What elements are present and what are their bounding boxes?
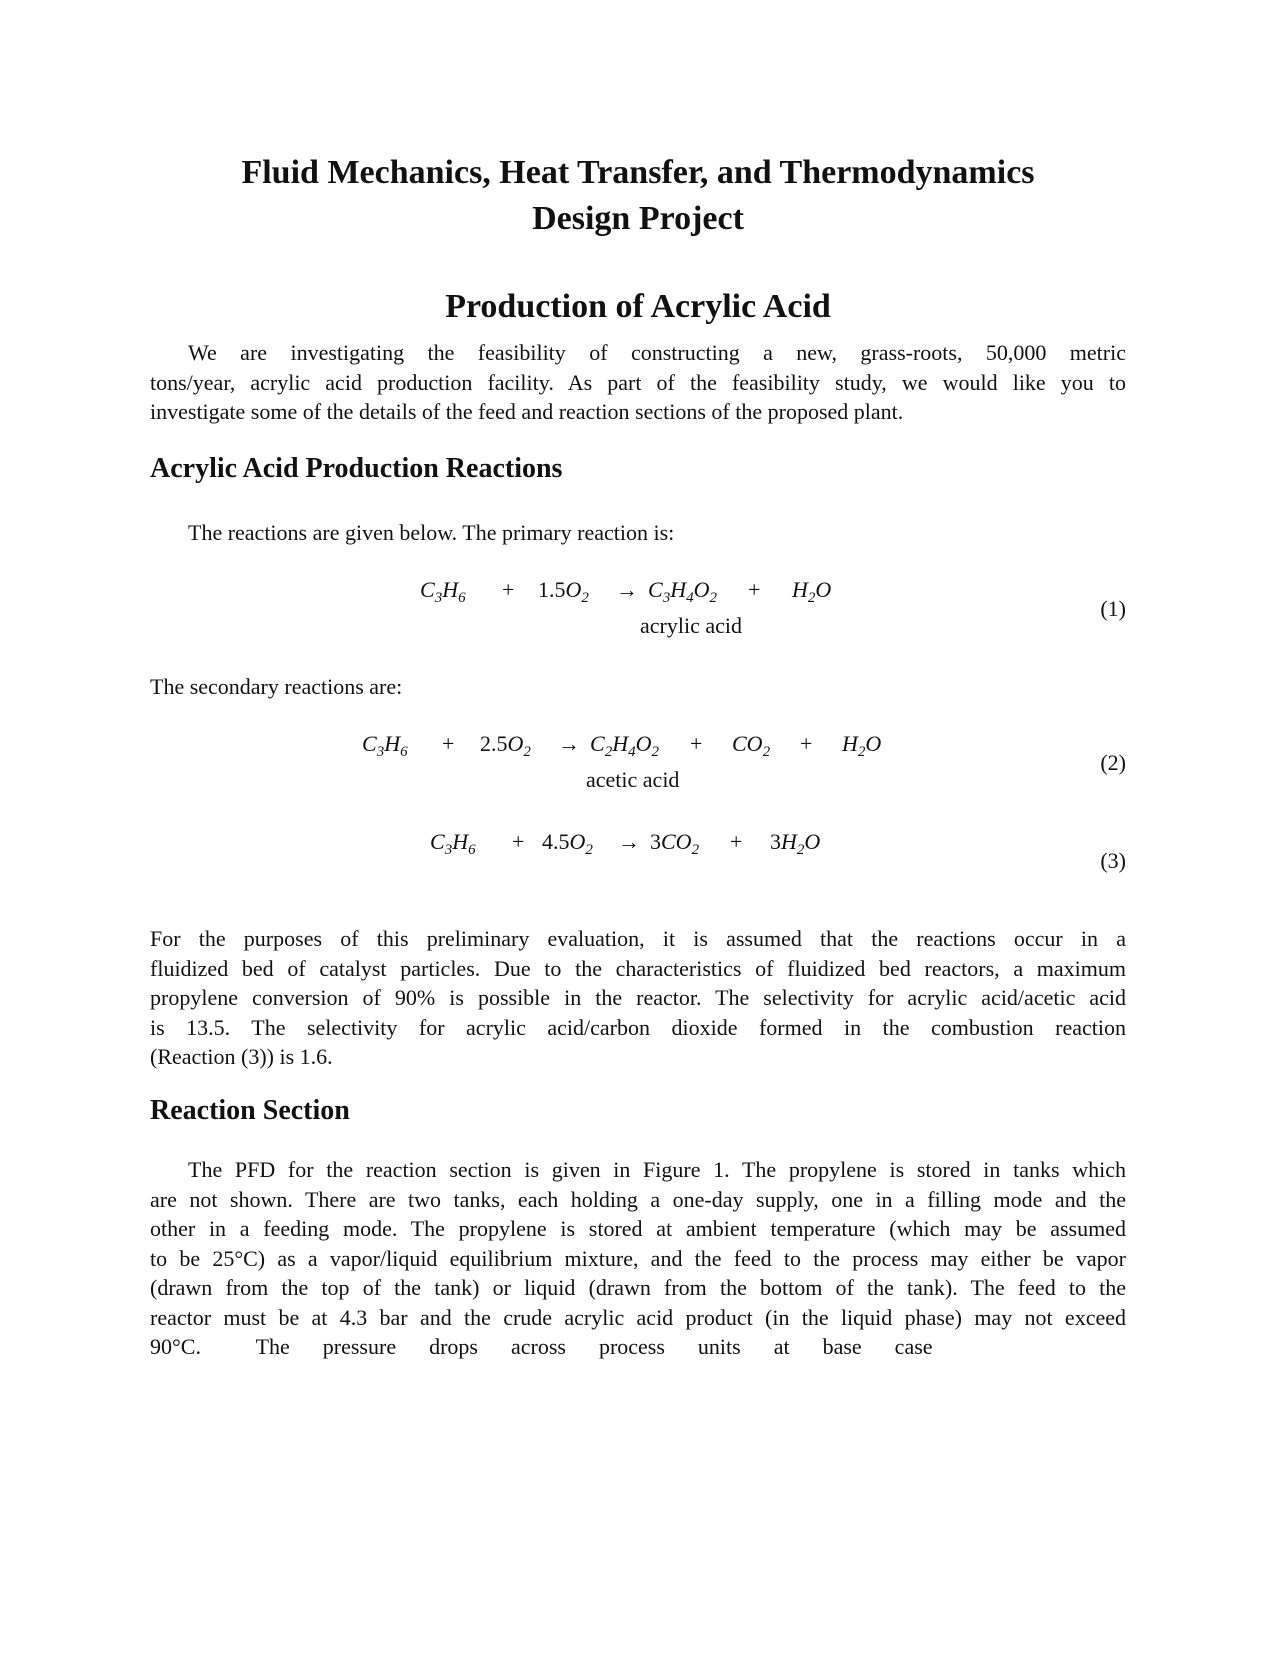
reaction-section-line-2: are not shown. There are two tanks, each holding a one-day supply, one in a filling mode and the (150, 1186, 1126, 1212)
r3-carbon-dioxide: $3CO_2$ (650, 829, 700, 858)
r1-number: (1) (1100, 596, 1126, 621)
reaction-1-equation (150, 575, 1126, 605)
intro-line-3: investigate some of the details of the feed and reaction sections of the proposed plant. (150, 399, 904, 424)
evaluation-line-4: is 13.5. The selectivity for acrylic acid/carbon dioxide formed in the combustion reaction (150, 1014, 1126, 1040)
r3-plus-1: + (512, 829, 525, 854)
reaction-section-line-5: (drawn from the top of the tank) or liquid (drawn from the bottom of the tank). The feed to the (150, 1275, 1126, 1300)
reaction-3-equation (150, 827, 1126, 857)
r2-plus-2: + (690, 731, 703, 756)
document-title-line-2: Design Project (532, 200, 744, 237)
secondary-reactions-lead: The secondary reactions are: (150, 674, 403, 699)
r1-arrow: → (616, 577, 638, 602)
r2-carbon-dioxide: $CO_2$ (732, 731, 771, 760)
reaction-section-line-4: to be 25°C) as a vapor/liquid equilibrium mixture, and the feed to the process may either be vapor (150, 1245, 1126, 1271)
evaluation-paragraph (150, 924, 1126, 1072)
r2-number: (2) (1100, 750, 1126, 775)
reaction-section-line-3: other in a feeding mode. The propylene is stored at ambient temperature (which may be assumed (150, 1216, 1126, 1241)
reaction-section-line-7: 90°C. The pressure drops across process units at base case (150, 1334, 933, 1359)
r1-water: $H_2O$ (792, 577, 832, 606)
document-page (150, 0, 1126, 1656)
r2-label: acetic acid (586, 767, 680, 792)
reaction-2-equation (150, 729, 1126, 759)
section-heading-reactions: Acrylic Acid Production Reactions (150, 453, 563, 484)
reaction-section-line-1: The PFD for the reaction section is given in Figure 1. The propylene is stored in tanks which (188, 1157, 1126, 1182)
intro-paragraph (150, 338, 1126, 427)
r3-water: $3H_2O$ (770, 829, 821, 858)
document-title-line-1: Fluid Mechanics, Heat Transfer, and Thermodynamics (241, 154, 1035, 191)
intro-line-1: We are investigating the feasibility of constructing a new, grass-roots, 50,000 metric (188, 340, 1126, 365)
r1-label: acrylic acid (640, 613, 742, 638)
document-subtitle: Production of Acrylic Acid (445, 288, 831, 325)
r2-propylene: $C_3H_6$ (362, 731, 408, 760)
r1-acrylic-acid-formula: $C_3H_4O_2$ (648, 577, 717, 606)
evaluation-line-1: For the purposes of this preliminary evaluation, it is assumed that the reactions occur in a (150, 926, 1126, 951)
r1-plus-1: + (502, 577, 515, 602)
r2-acetic-acid-formula: $C_2H_4O_2$ (590, 731, 659, 760)
r2-water: $H_2O$ (842, 731, 882, 760)
r1-plus-2: + (748, 577, 761, 602)
reaction-section-paragraph (150, 1155, 1126, 1362)
r1-oxygen: $1.5O_2$ (538, 577, 589, 606)
evaluation-line-5: (Reaction (3)) is 1.6. (150, 1044, 333, 1069)
reactions-lead: The reactions are given below. The primary reaction is: (188, 520, 675, 545)
r2-arrow: → (558, 731, 580, 756)
evaluation-line-2: fluidized bed of catalyst particles. Due to the characteristics of fluidized bed reactors, a maximum (150, 955, 1126, 981)
r3-arrow: → (618, 829, 640, 854)
r2-plus-1: + (442, 731, 455, 756)
r3-number: (3) (1100, 848, 1126, 873)
r3-oxygen: $4.5O_2$ (542, 829, 593, 858)
r1-propylene: $C_3H_6$ (420, 577, 466, 606)
r3-plus-2: + (730, 829, 743, 854)
evaluation-line-3: propylene conversion of 90% is possible in the reactor. The selectivity for acrylic acid/acetic acid (150, 985, 1126, 1010)
intro-line-2: tons/year, acrylic acid production facility. As part of the feasibility study, we would like you to (150, 369, 1126, 395)
r2-plus-3: + (800, 731, 813, 756)
reaction-section-line-6: reactor must be at 4.3 bar and the crude acrylic acid product (in the liquid phase) may not exceed (150, 1304, 1126, 1330)
r2-oxygen: $2.5O_2$ (480, 731, 531, 760)
section-heading-reaction-section: Reaction Section (150, 1095, 350, 1126)
r3-propylene: $C_3H_6$ (430, 829, 476, 858)
